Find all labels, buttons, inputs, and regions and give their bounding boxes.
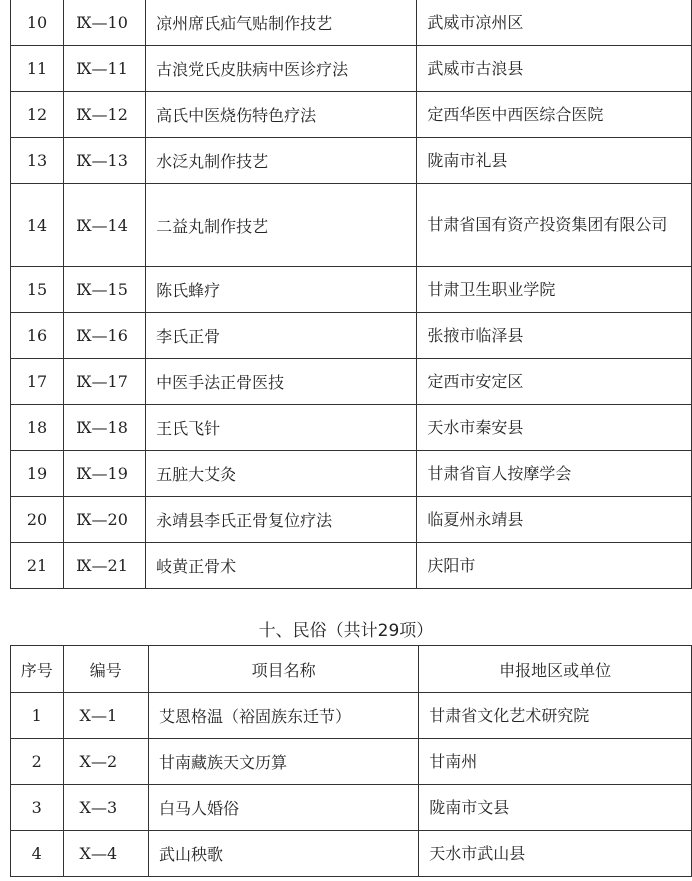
row-number: 18 — [11, 405, 64, 451]
table-row — [11, 359, 692, 405]
item-name: 高氏中医烧伤特色疗法 — [146, 92, 417, 138]
table-row — [11, 267, 692, 313]
item-name: 二益丸制作技艺 — [146, 184, 417, 267]
table-row — [11, 739, 692, 785]
row-number: 14 — [11, 184, 64, 267]
section-title: 十、民俗（共计29项） — [258, 621, 434, 641]
header-name: 项目名称 — [148, 646, 418, 693]
row-number: 21 — [11, 543, 64, 589]
row-number: 3 — [11, 785, 64, 831]
item-unit: 武威市古浪县 — [417, 46, 692, 92]
row-number: 17 — [11, 359, 64, 405]
item-unit: 甘肃卫生职业学院 — [417, 267, 692, 313]
item-code: Ⅹ—3 — [63, 785, 148, 831]
item-code: Ⅸ—19 — [64, 451, 146, 497]
item-unit: 定西市安定区 — [417, 359, 692, 405]
heritage-table-folk-customs — [10, 645, 692, 877]
row-number: 10 — [11, 0, 64, 46]
item-code: Ⅹ—1 — [63, 693, 148, 739]
table-row — [11, 46, 692, 92]
row-number: 20 — [11, 497, 64, 543]
table-row — [11, 184, 692, 267]
item-name: 王氏飞针 — [146, 405, 417, 451]
row-number: 19 — [11, 451, 64, 497]
table-row — [11, 497, 692, 543]
item-unit: 庆阳市 — [417, 543, 692, 589]
table-row — [11, 693, 692, 739]
item-unit: 甘肃省国有资产投资集团有限公司 — [417, 184, 692, 267]
table-row — [11, 451, 692, 497]
item-name: 永靖县李氏正骨复位疗法 — [146, 497, 417, 543]
row-number: 2 — [11, 739, 64, 785]
item-name: 陈氏蜂疗 — [146, 267, 417, 313]
row-number: 16 — [11, 313, 64, 359]
row-number: 4 — [11, 831, 64, 877]
item-code: Ⅸ—12 — [64, 92, 146, 138]
item-name: 李氏正骨 — [146, 313, 417, 359]
item-unit: 天水市武山县 — [419, 831, 692, 877]
table-row — [11, 0, 692, 46]
item-unit: 武威市凉州区 — [417, 0, 692, 46]
header-unit: 申报地区或单位 — [419, 646, 692, 693]
item-name: 中医手法正骨医技 — [146, 359, 417, 405]
table-row — [11, 313, 692, 359]
item-name: 凉州席氏疝气贴制作技艺 — [146, 0, 417, 46]
item-unit: 甘肃省盲人按摩学会 — [417, 451, 692, 497]
table-row — [11, 831, 692, 877]
item-unit: 天水市秦安县 — [417, 405, 692, 451]
row-number: 13 — [11, 138, 64, 184]
item-code: Ⅹ—4 — [63, 831, 148, 877]
item-unit: 甘肃省文化艺术研究院 — [419, 693, 692, 739]
table-row — [11, 785, 692, 831]
table-row — [11, 405, 692, 451]
item-name: 白马人婚俗 — [148, 785, 418, 831]
row-number: 15 — [11, 267, 64, 313]
item-code: Ⅸ—21 — [64, 543, 146, 589]
table-row — [11, 543, 692, 589]
table-header-row — [11, 646, 692, 693]
item-unit: 陇南市礼县 — [417, 138, 692, 184]
header-code: 编号 — [63, 646, 148, 693]
table-row — [11, 92, 692, 138]
item-unit: 定西华医中西医综合医院 — [417, 92, 692, 138]
item-code: Ⅸ—15 — [64, 267, 146, 313]
item-name: 水泛丸制作技艺 — [146, 138, 417, 184]
item-code: Ⅸ—18 — [64, 405, 146, 451]
item-code: Ⅸ—13 — [64, 138, 146, 184]
item-code: Ⅹ—2 — [63, 739, 148, 785]
item-unit: 临夏州永靖县 — [417, 497, 692, 543]
item-name: 武山秧歌 — [148, 831, 418, 877]
item-code: Ⅸ—16 — [64, 313, 146, 359]
item-unit: 甘南州 — [419, 739, 692, 785]
item-name: 岐黄正骨术 — [146, 543, 417, 589]
header-number: 序号 — [11, 646, 64, 693]
item-code: Ⅸ—11 — [64, 46, 146, 92]
row-number: 11 — [11, 46, 64, 92]
item-code: Ⅸ—17 — [64, 359, 146, 405]
item-code: Ⅸ—20 — [64, 497, 146, 543]
item-unit: 陇南市文县 — [419, 785, 692, 831]
table-row — [11, 138, 692, 184]
row-number: 1 — [11, 693, 64, 739]
item-name: 古浪党氏皮肤病中医诊疗法 — [146, 46, 417, 92]
heritage-table-medicine — [10, 0, 692, 589]
row-number: 12 — [11, 92, 64, 138]
item-name: 五脏大艾灸 — [146, 451, 417, 497]
item-unit: 张掖市临泽县 — [417, 313, 692, 359]
item-name: 艾恩格温（裕固族东迁节） — [148, 693, 418, 739]
item-name: 甘南藏族天文历算 — [148, 739, 418, 785]
item-code: Ⅸ—14 — [64, 184, 146, 267]
item-code: Ⅸ—10 — [64, 0, 146, 46]
